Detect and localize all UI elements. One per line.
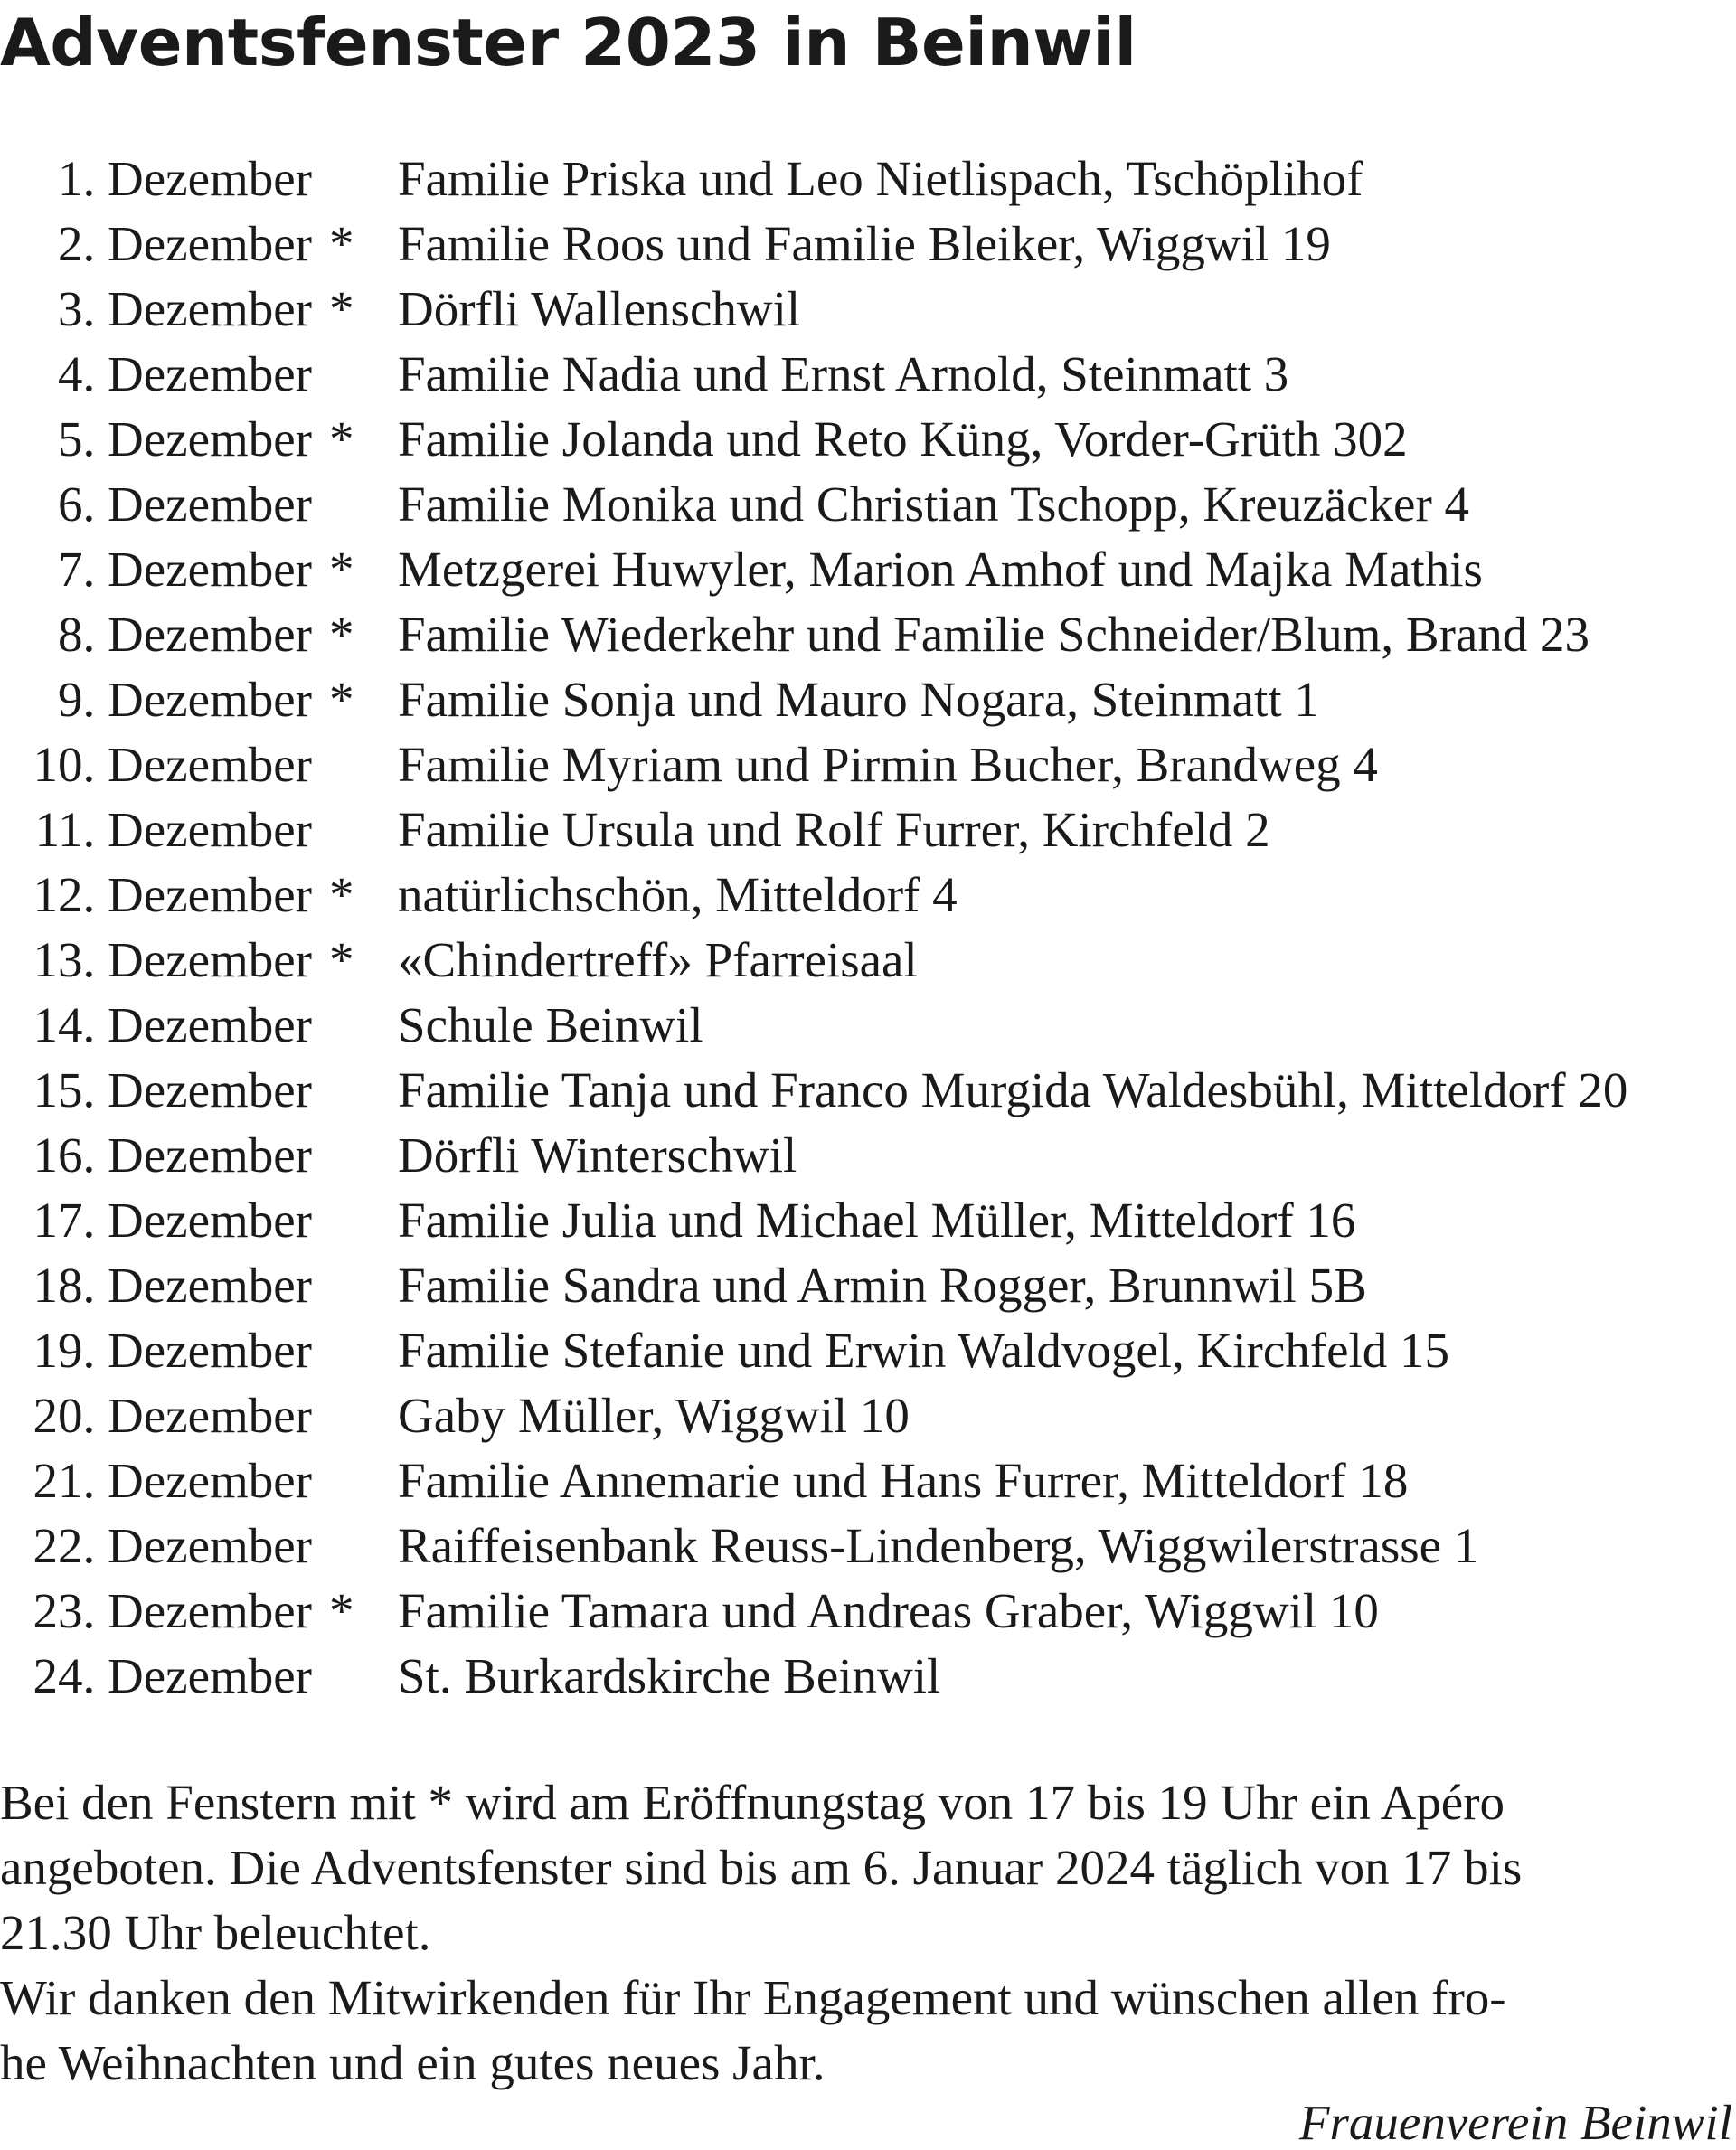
signature: Frauenverein Beinwil — [1298, 2095, 1732, 2150]
schedule-host: Gaby Müller, Wiggwil 10 — [398, 1388, 910, 1443]
schedule-date: 8. Dezember — [58, 607, 312, 662]
schedule-host: Familie Sonja und Mauro Nogara, Steinmatt 1 — [398, 672, 1319, 727]
schedule-date: 18. Dezember — [33, 1258, 312, 1313]
apero-marker: * — [329, 281, 354, 336]
schedule-date: 10. Dezember — [33, 737, 312, 792]
schedule-host: Familie Myriam und Pirmin Bucher, Brandweg 4 — [398, 737, 1378, 792]
schedule-date: 4. Dezember — [58, 346, 312, 401]
schedule-host: Familie Nadia und Ernst Arnold, Steinmatt 3 — [398, 346, 1289, 401]
schedule-row — [0, 1579, 1736, 1644]
schedule-host: St. Burkardskirche Beinwil — [398, 1648, 941, 1703]
schedule-row — [0, 993, 1736, 1058]
note-line: angeboten. Die Adventsfenster sind bis am 6. Januar 2024 täglich von 17 bis — [0, 1840, 1523, 1895]
schedule-date: 1. Dezember — [58, 151, 312, 206]
page-title: Adventsfenster 2023 in Beinwil — [0, 5, 1137, 80]
schedule-row — [0, 928, 1736, 993]
schedule-host: Dörfli Winterschwil — [398, 1127, 797, 1183]
schedule-row — [0, 537, 1736, 602]
schedule-date: 23. Dezember — [33, 1583, 312, 1638]
schedule-host: Familie Stefanie und Erwin Waldvogel, Kirchfeld 15 — [398, 1323, 1450, 1378]
schedule-row — [0, 602, 1736, 667]
apero-marker: * — [329, 542, 354, 597]
schedule-date: 12. Dezember — [33, 867, 312, 922]
schedule-date: 17. Dezember — [33, 1193, 312, 1248]
schedule-host: Familie Sandra und Armin Rogger, Brunnwil 5B — [398, 1258, 1367, 1313]
schedule-date: 24. Dezember — [33, 1648, 312, 1703]
schedule-host: Familie Roos und Familie Bleiker, Wiggwil 19 — [398, 216, 1331, 271]
schedule-host: natürlichschön, Mitteldorf 4 — [398, 867, 958, 922]
schedule-row — [0, 407, 1736, 472]
schedule-date: 3. Dezember — [58, 281, 312, 336]
schedule-date: 15. Dezember — [33, 1062, 312, 1117]
apero-marker: * — [329, 672, 354, 727]
advent-schedule-list — [0, 146, 1736, 1709]
note-line: he Weihnachten und ein gutes neues Jahr. — [0, 2035, 826, 2090]
schedule-host: Raiffeisenbank Reuss-Lindenberg, Wiggwilerstrasse 1 — [398, 1518, 1479, 1573]
schedule-date: 21. Dezember — [33, 1453, 312, 1508]
schedule-row — [0, 1448, 1736, 1513]
schedule-host: Dörfli Wallenschwil — [398, 281, 801, 336]
schedule-row — [0, 1058, 1736, 1123]
apero-marker: * — [329, 932, 354, 987]
apero-marker: * — [329, 1583, 354, 1638]
schedule-row — [0, 277, 1736, 342]
schedule-host: Familie Julia und Michael Müller, Mitteldorf 16 — [398, 1193, 1356, 1248]
schedule-row — [0, 342, 1736, 407]
schedule-date: 16. Dezember — [33, 1127, 312, 1183]
notes-paragraph — [0, 1770, 1736, 2096]
schedule-host: Familie Tamara und Andreas Graber, Wiggwil 10 — [398, 1583, 1379, 1638]
schedule-host: Schule Beinwil — [398, 997, 703, 1052]
schedule-host: Familie Priska und Leo Nietlispach, Tschöplihof — [398, 151, 1363, 206]
schedule-date: 22. Dezember — [33, 1518, 312, 1573]
schedule-row — [0, 1123, 1736, 1188]
note-line: Bei den Fenstern mit * wird am Eröffnungstag von 17 bis 19 Uhr ein Apéro — [0, 1775, 1505, 1830]
schedule-date: 5. Dezember — [58, 411, 312, 467]
schedule-date: 11. Dezember — [34, 802, 312, 857]
schedule-row — [0, 1188, 1736, 1253]
schedule-row — [0, 1644, 1736, 1709]
schedule-host: Familie Jolanda und Reto Küng, Vorder-Grüth 302 — [398, 411, 1408, 467]
schedule-date: 19. Dezember — [33, 1323, 312, 1378]
schedule-host: Familie Ursula und Rolf Furrer, Kirchfeld 2 — [398, 802, 1270, 857]
note-line: 21.30 Uhr beleuchtet. — [0, 1905, 431, 1960]
schedule-row — [0, 1253, 1736, 1318]
schedule-row — [0, 797, 1736, 863]
schedule-host: Familie Monika und Christian Tschopp, Kreuzäcker 4 — [398, 476, 1470, 532]
schedule-host: Familie Wiederkehr und Familie Schneider/Blum, Brand 23 — [398, 607, 1590, 662]
schedule-date: 9. Dezember — [58, 672, 312, 727]
schedule-date: 14. Dezember — [33, 997, 312, 1052]
schedule-date: 13. Dezember — [33, 932, 312, 987]
schedule-host: «Chindertreff» Pfarreisaal — [398, 932, 918, 987]
apero-marker: * — [329, 411, 354, 467]
apero-marker: * — [329, 867, 354, 922]
apero-marker: * — [329, 607, 354, 662]
schedule-date: 7. Dezember — [58, 542, 312, 597]
schedule-row — [0, 1318, 1736, 1383]
schedule-row — [0, 1513, 1736, 1579]
schedule-row — [0, 472, 1736, 537]
schedule-row — [0, 667, 1736, 732]
schedule-host: Familie Tanja und Franco Murgida Waldesbühl, Mitteldorf 20 — [398, 1062, 1628, 1117]
schedule-row — [0, 863, 1736, 928]
schedule-date: 6. Dezember — [58, 476, 312, 532]
schedule-row — [0, 146, 1736, 212]
schedule-row — [0, 732, 1736, 797]
schedule-date: 20. Dezember — [33, 1388, 312, 1443]
schedule-row — [0, 212, 1736, 277]
schedule-host: Metzgerei Huwyler, Marion Amhof und Majka Mathis — [398, 542, 1483, 597]
note-line: Wir danken den Mitwirkenden für Ihr Engagement und wünschen allen fro- — [0, 1970, 1506, 2025]
schedule-host: Familie Annemarie und Hans Furrer, Mitteldorf 18 — [398, 1453, 1409, 1508]
apero-marker: * — [329, 216, 354, 271]
schedule-date: 2. Dezember — [58, 216, 312, 271]
schedule-row — [0, 1383, 1736, 1448]
